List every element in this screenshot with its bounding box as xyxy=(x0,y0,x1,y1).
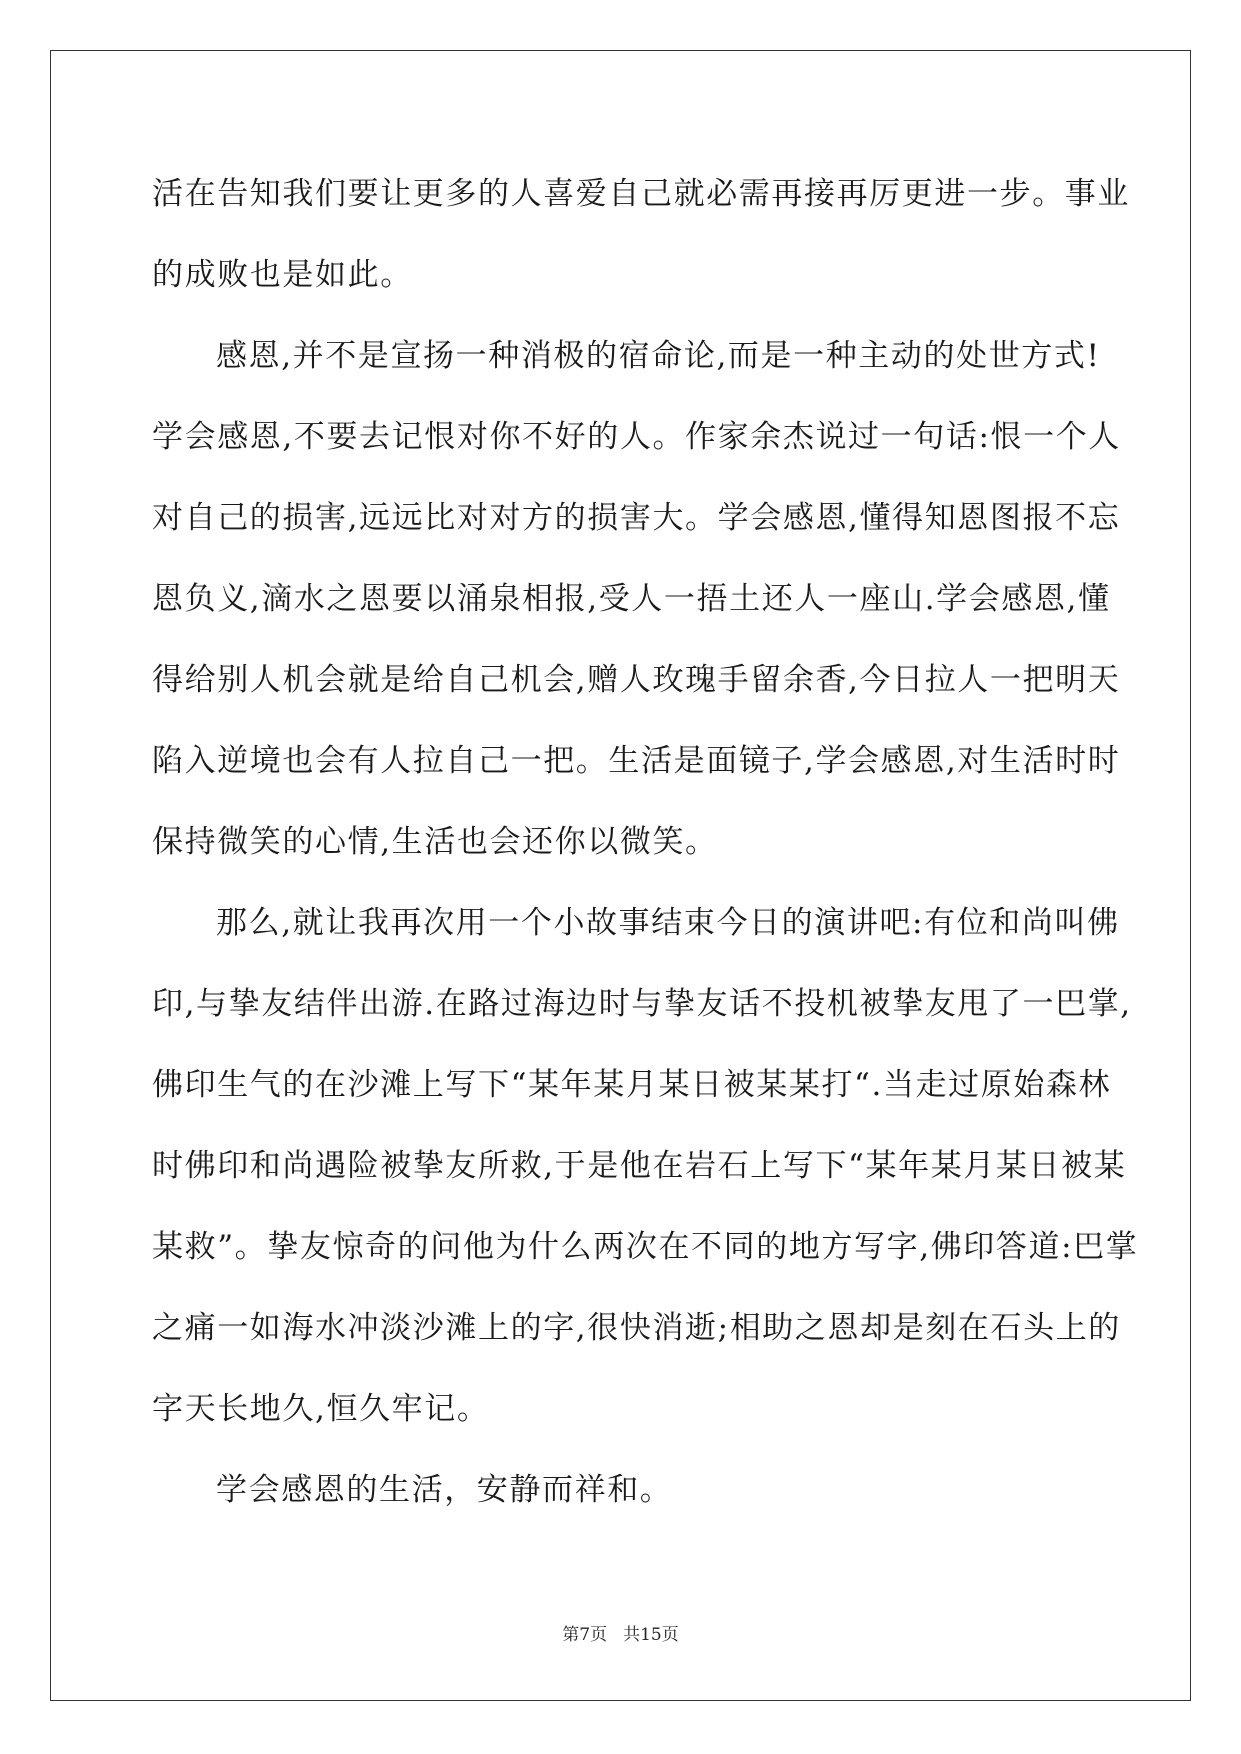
text-line: 某救”。挚友惊奇的问他为什么两次在不同的地方写字,佛印答道:巴掌 xyxy=(152,1229,1139,1265)
text-line: 时佛印和尚遇险被挚友所救,于是他在岩石上写下“某年某月某日被某 xyxy=(152,1148,1127,1184)
text-line: 陷入逆境也会有人拉自己一把。生活是面镜子,学会感恩,对生活时时 xyxy=(152,743,1121,779)
page-footer xyxy=(0,1620,1241,1645)
text-line: 佛印生气的在沙滩上写下“某年某月某日被某某打“.当走过原始森林 xyxy=(152,1067,1112,1103)
text-line: 恩负义,滴水之恩要以涌泉相报,受人一捂土还人一座山.学会感恩,懂 xyxy=(152,581,1111,617)
text-line: 字天长地久,恒久牢记。 xyxy=(152,1391,490,1427)
page-number: 第7页 xyxy=(562,1625,608,1645)
text-line: 学会感恩,不要去记恨对你不好的人。作家余杰说过一句话:恨一个人 xyxy=(152,419,1121,455)
text-line: 印,与挚友结伴出游.在路过海边时与挚友话不投机被挚友甩了一巴掌, xyxy=(152,986,1132,1022)
text-line: 之痛一如海水冲淡沙滩上的字,很快消逝;相助之恩却是刻在石头上的 xyxy=(152,1310,1121,1346)
text-line: 活在告知我们要让更多的人喜爱自己就必需再接再厉更进一步。事业 xyxy=(152,176,1130,212)
paragraph-start-line: 学会感恩的生活，安静而祥和。 xyxy=(216,1472,673,1508)
document-body xyxy=(152,154,1139,1531)
text-line: 的成败也是如此。 xyxy=(152,257,413,293)
text-line: 保持微笑的心情,生活也会还你以微笑。 xyxy=(152,824,718,860)
paragraph-start-line: 那么,就让我再次用一个小故事结束今日的演讲吧:有位和尚叫佛 xyxy=(216,905,1120,941)
page-total: 共15页 xyxy=(623,1625,679,1645)
text-line: 得给别人机会就是给自己机会,赠人玫瑰手留余香,今日拉人一把明天 xyxy=(152,662,1121,698)
text-line: 对自己的损害,远远比对对方的损害大。学会感恩,懂得知恩图报不忘 xyxy=(152,500,1121,536)
paragraph-start-line: 感恩,并不是宣扬一种消极的宿命论,而是一种主动的处世方式! xyxy=(216,338,1101,374)
